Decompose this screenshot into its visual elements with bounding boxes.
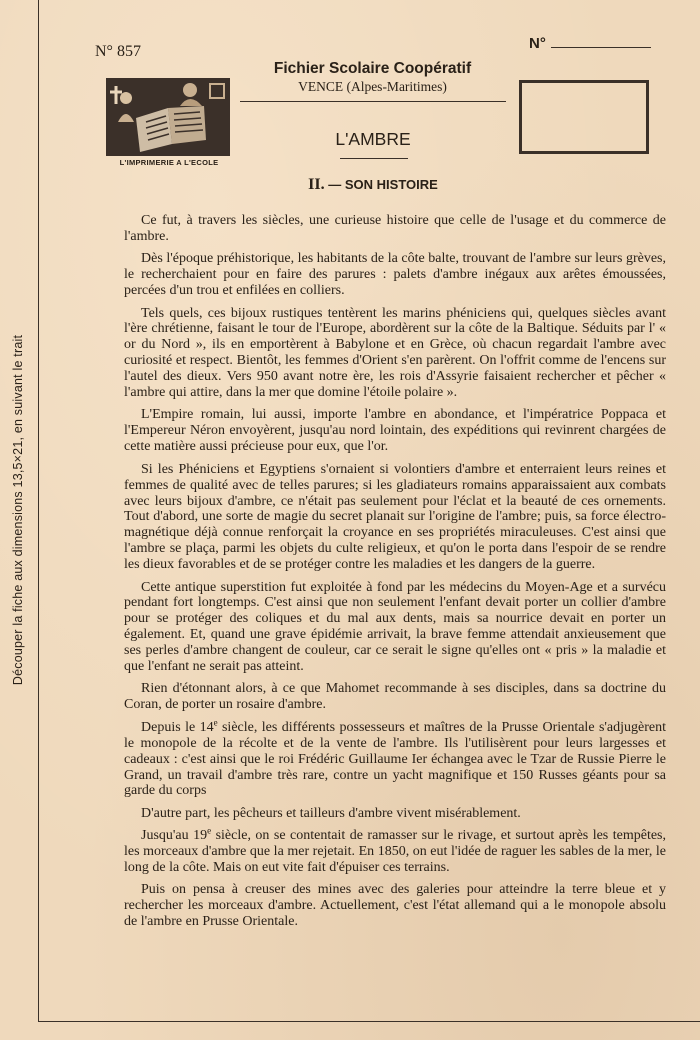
- ordinal-suffix: e: [213, 717, 218, 728]
- paragraph: [124, 825, 666, 876]
- paragraph: Dès l'époque préhistorique, les habitants de la côte balte, trouvant de l'ambre sur leurs grèves, le recherchaient pour en faire des parures : palets d'ambre inégaux aux arêtes émoussées, percées d'un trou et enfilées en colliers.: [124, 251, 666, 299]
- side-note-text: Découper la fiche aux dimensions 13,5×21, en suivant le trait: [11, 334, 25, 686]
- section-subtitle: [240, 176, 506, 194]
- organization-name: Fichier Scolaire Coopératif: [273, 60, 472, 77]
- paragraph: D'autre part, les pêcheurs et tailleurs d'ambre vivent misérablement.: [141, 805, 521, 821]
- article-body: [124, 213, 666, 930]
- paragraph: [124, 717, 666, 800]
- side-note: [0, 300, 36, 720]
- paragraph-text: Jusqu'au 19: [141, 828, 208, 844]
- stamp-box: [519, 80, 649, 154]
- section-numeral: II.: [308, 176, 325, 193]
- paragraph: Rien d'étonnant alors, à ce que Mahomet recommande à ses disciples, dans sa doctrine du Coran, de porter un rosaire d'ambre.: [124, 681, 666, 713]
- printing-press-logo: [106, 78, 230, 156]
- paragraph: Tels quels, ces bijoux rustiques tentèrent les marins phéniciens qui, quelques siècles avant l'ère chrétienne, faisant le tour de l'Europe, abordèrent sur la côte de la Baltique. Séduits par l' « or du Nord », ils en emportèrent à Babylone et en Grèce, où chacun regardait l'ambre avec curiosité et respect. Bientôt, les femmes d'Orient s'en parèrent. On l'offrit comme de l'encens sur l'autel des dieux. Vers 950 avant notre ère, les rois d'Assyrie faisaient rechercher et pêcher « l'ambre qui attire, dans la mer que domine l'étoile polaire ».: [124, 305, 666, 401]
- paragraph: Cette antique superstition fut exploitée à fond par les médecins du Moyen-Age et a survécu pendant fort longtemps. C'est ainsi que non seulement l'enfant devait porter un collier d'ambre pour se protéger des coliques et du mal aux dents, mais sa nourrice devait en porter un également. Et, quand une grave épidémie arrivait, la brave femme attendait anxieusement que ses perles d'ambre changent de couleur, car ce serait le signe qu'elles ont « pris » la maladie et que l'enfant ne serait pas atteint.: [124, 579, 666, 675]
- document-title: L'AMBRE: [335, 129, 411, 149]
- paragraph-text: Depuis le 14: [141, 719, 214, 735]
- paragraph-text: siècle, on se contentait de ramasser sur le rivage, et surtout après les tempêtes, les morceaux d'ambre que la mer rejetait. En 1850, on eut l'idée de raguer les sables de la mer, le long de la côte. Mais on eut vite fait d'épuiser ces terrains.: [124, 828, 666, 876]
- logo-caption: L'IMPRIMERIE A L'ECOLE: [119, 158, 219, 167]
- paragraph: Ce fut, à travers les siècles, une curieuse histoire que celle de l'usage et du commerce de l'ambre.: [124, 213, 666, 244]
- paragraph: Si les Phéniciens et Egyptiens s'ornaient si volontiers d'ambre et enterraient leurs reines et femmes de qualité avec de telles parures; si les gladiateurs romains apparaissaient aux combats avec leurs bijoux d'ambre, ce n'était pas seulement pour l'éclat et la beauté de ces ornements. Tout d'abord, une sorte de magie du secret planait sur l'origine de l'ambre; puis, sa force électro-magnétique déjà connue renforçait la croyance en ses propriétés miraculeuses. C'est ainsi que l'ambre se plaça, parmi les objets du culte religieux, et qu'on le porta dans l'espoir de se rendre les dieux favorables et de se protéger contre les maladies et les dangers de la guerre.: [124, 461, 666, 573]
- paragraph: Puis on pensa à creuser des mines avec des galeries pour atteindre la terre bleue et y rechercher les morceaux d'ambre. Actuellement, c'est l'état allemand qui a le monopole absolu de l'ambre en Prusse Orientale.: [124, 882, 666, 930]
- ordinal-suffix: e: [207, 825, 212, 836]
- number-field-line: [551, 47, 651, 48]
- organization-city: VENCE (Alpes-Maritimes): [298, 79, 447, 94]
- header-divider: [240, 101, 506, 102]
- bottom-border-line: [38, 1021, 700, 1022]
- reference-number: N° 857: [95, 43, 141, 60]
- paragraph: L'Empire romain, lui aussi, importe l'ambre en abondance, et l'impératrice Poppaca et l'Empereur Néron envoyèrent, jusqu'au nord lointain, des expéditions qui revinrent chargées de cette matière aussi précieuse pour eux, que l'or.: [124, 407, 666, 455]
- cut-line: [38, 0, 39, 1022]
- paragraph-text: siècle, les différents possesseurs et maîtres de la Prusse Orientale s'adjugèrent le monopole de la récolte et de la vente de l'ambre. Ils l'utilisèrent pour leurs largesses et cadeaux : c'est ainsi que le roi Frédéric Guillaume Ier échangea avec le Tzar de Russie Pierre le Grand, un travail d'ambre très rare, contre un yacht magnifique et 150 Russes géants pour sa garde du corps: [124, 719, 666, 799]
- number-field-label: N°: [529, 35, 546, 52]
- title-divider: [340, 158, 408, 159]
- section-heading: SON HISTOIRE: [344, 177, 438, 192]
- section-dash: —: [324, 177, 345, 192]
